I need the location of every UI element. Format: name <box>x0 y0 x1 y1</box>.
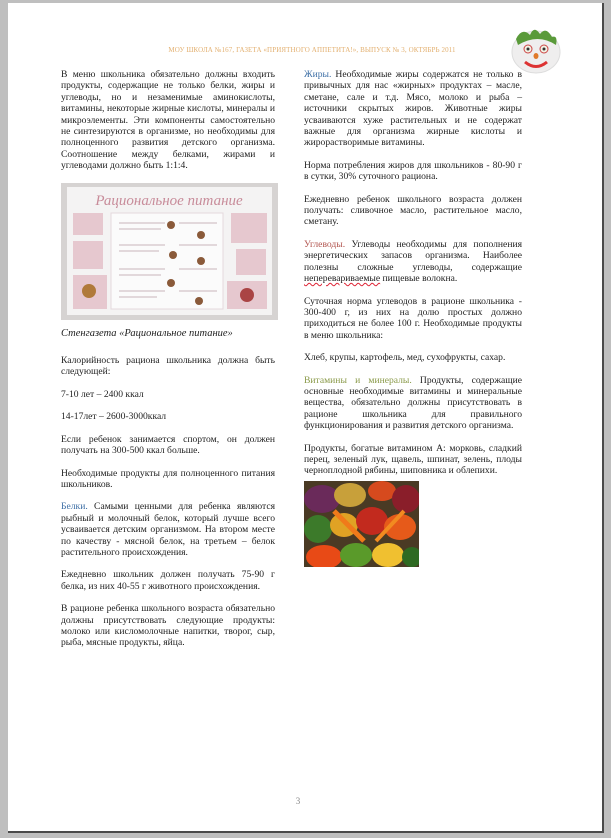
carbs-products: Хлеб, крупы, картофель, мед, сухофрукты, сахар. <box>304 352 506 364</box>
proteins-products: В рационе ребенка школьного возраста обязательно должны присутствовать следующие продукты: молоко или кисломолочные напитки, творог, сыр, рыба, мясные продукты, яйца. <box>61 603 275 649</box>
fats-keyword: Жиры. <box>304 69 332 80</box>
carbs-paragraph <box>304 239 522 285</box>
spellcheck-word: неперевариваемые <box>304 273 381 285</box>
vitamins-paragraph <box>304 375 522 432</box>
vegetables-photo <box>304 481 419 567</box>
vitamins-keyword: Витамины и минералы. <box>304 374 412 386</box>
proteins-text: Самыми ценными для ребенка являются рыбный и молочный белок, который лучше всего усваивается детским организмом. На втором месте по качеству - мясной белок, на третьем – белок растительного происхождения. <box>61 501 275 558</box>
veggie-face-logo <box>508 25 564 75</box>
proteins-keyword: Белки. <box>61 501 88 513</box>
intro-paragraph: В меню школьника обязательно должны входить продукты, содержащие не только белки, жиры и углеводы, но и незаменимые аминокислоты, витамины, некоторые жирные кислоты, минералы и микроэлементы. Эти компоненты самостоятельно не синтезируются в организме, но необходимы для полноценного развития детского организма. Соотношение между белками, жирами и углеводами должно быть 1:1:4. <box>61 69 275 172</box>
photo-caption: Стенгазета «Рациональное питание» <box>61 327 233 339</box>
carbs-text-end: пищевые волокна. <box>380 273 458 285</box>
carbs-norm: Суточная норма углеводов в рационе школьника - 300-400 г, из них на долю простых должно приходиться не более 100 г. Необходимые продукты в меню школьника: <box>304 295 522 341</box>
calories-7-10: 7-10 лет – 2400 ккал <box>61 388 144 400</box>
carbs-text: Углеводы необходимы для пополнения энергетических запасов организма. Наиболее полезны сложные углеводы, содержащие <box>304 238 522 273</box>
proteins-paragraph <box>61 501 275 558</box>
sport-paragraph: Если ребенок занимается спортом, он должен получать на 300-500 ккал больше. <box>61 433 275 457</box>
document-page <box>8 3 604 833</box>
carbs-keyword: Углеводы. <box>304 238 346 250</box>
left-column <box>61 69 275 660</box>
products-heading: Необходимые продукты для полноценного питания школьников. <box>61 467 275 490</box>
calories-14-17: 14-17лет – 2600-3000ккал <box>61 411 167 423</box>
newspaper-header: МОУ ШКОЛА №167, ГАЗЕТА «ПРИЯТНОГО АППЕТИТА!», ВЫПУСК № 3, ОКТЯБРЬ 2011 <box>168 46 456 54</box>
poster-image <box>61 183 278 320</box>
page-number: 3 <box>295 796 301 806</box>
vegetables-image <box>304 481 419 567</box>
fats-text: Необходимые жиры содержатся не только в привычных для нас «жирных» продуктах – масле, сметане, сале и т.д. Мясо, молоко и рыба – источники скрытых жиров. Животные жиры усваиваются хуже растительных и не содержат важные для организма жирные кислоты и жирорастворимые витамины. <box>304 69 522 149</box>
wall-newspaper-photo <box>61 183 278 320</box>
fats-paragraph <box>304 69 522 149</box>
vitamins-text: Продукты, содержащие основные необходимые витамины и минеральные вещества, обязательно должны присутствовать в рационе школьника для правильного функционирования и развития детского организма. <box>304 374 522 432</box>
fats-daily: Ежедневно ребенок школьного возраста должен получать: сливочное масло, растительное масло, сметану. <box>304 193 522 228</box>
vitamin-a-paragraph: Продукты, богатые витамином А: морковь, сладкий перец, зеленый лук, щавель, шпинат, зелень, плоды черноплодной рябины, шиповника и облепихи. <box>304 442 522 477</box>
proteins-norm: Ежедневно школьник должен получать 75-90 г белка, из них 40-55 г животного происхождения. <box>61 569 275 592</box>
right-column <box>304 69 522 567</box>
calories-intro: Калорийность рациона школьника должна быть следующей: <box>61 355 275 378</box>
poster-title: Рациональное питание <box>95 192 243 209</box>
fats-norm: Норма потребления жиров для школьников - 80-90 г в сутки, 30% суточного рациона. <box>304 159 522 183</box>
